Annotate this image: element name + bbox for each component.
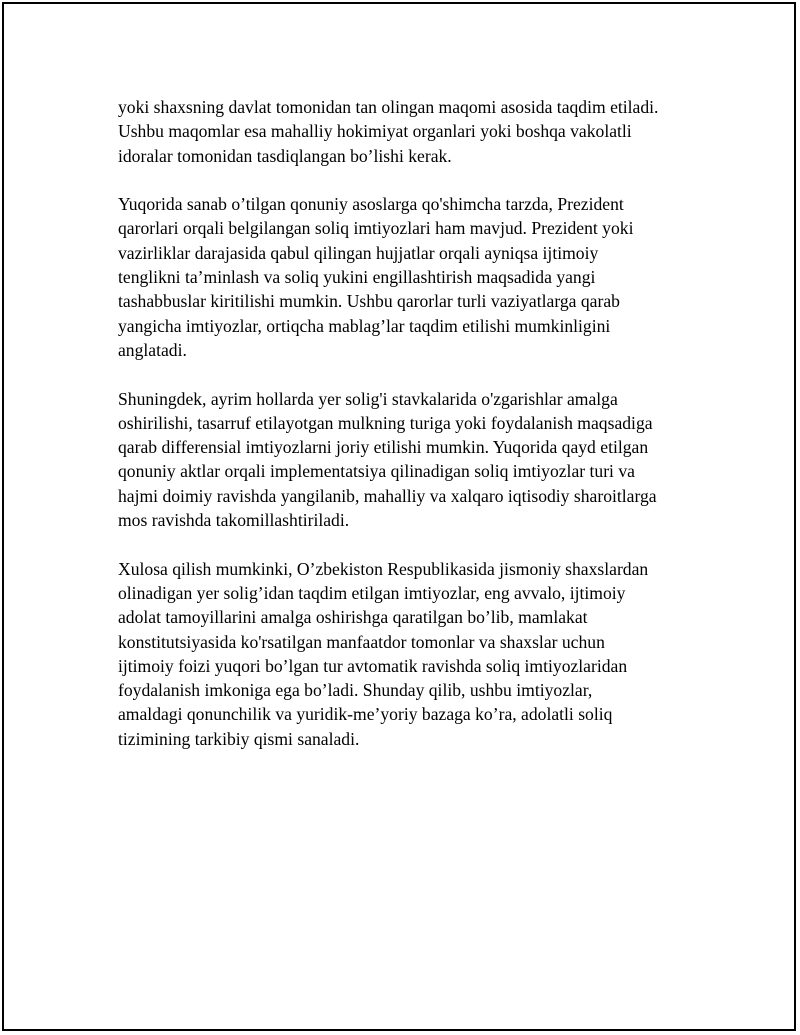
document-body [118, 95, 698, 775]
paragraph-2 [118, 192, 698, 362]
text-line: vazirliklar darajasida qabul qilingan hujjatlar orqali ayniqsa ijtimoiy [118, 242, 599, 263]
text-line: oshirilishi, tasarruf etilayotgan mulkning turiga yoki foydalanish maqsadiga [118, 412, 653, 433]
text-line: qarorlari orqali belgilangan soliq imtiyozlari ham mavjud. Prezident yoki [118, 218, 634, 239]
text-line: foydalanish imkoniga ega bo’ladi. Shunday qilib, ushbu imtiyozlar, [118, 680, 593, 701]
text-line: Shuningdek, ayrim hollarda yer solig'i stavkalarida o'zgarishlar amalga [118, 388, 618, 409]
text-line: yoki shaxsning davlat tomonidan tan olingan maqomi asosida taqdim etiladi. [118, 97, 659, 117]
paragraph-1 [118, 95, 698, 168]
text-line: tizimining tarkibiy qismi sanaladi. [118, 728, 360, 749]
text-line: anglatadi. [118, 339, 187, 360]
text-line: amaldagi qonunchilik va yuridik-me’yoriy bazaga ko’ra, adolatli soliq [118, 704, 613, 725]
paragraph-3 [118, 387, 698, 533]
text-line: konstitutsiyasida ko'rsatilgan manfaatdor tomonlar va shaxslar uchun [118, 631, 605, 652]
text-line: ijtimoiy foizi yuqori bo’lgan tur avtomatik ravishda soliq imtiyozlaridan [118, 655, 628, 676]
paragraph-4 [118, 557, 698, 751]
text-line: tashabbuslar kiritilishi mumkin. Ushbu qarorlar turli vaziyatlarga qarab [118, 291, 620, 312]
text-line: tenglikni ta’minlash va soliq yukini engillashtirish maqsadida yangi [118, 267, 596, 288]
text-line: hajmi doimiy ravishda yangilanib, mahalliy va xalqaro iqtisodiy sharoitlarga [118, 485, 657, 506]
text-line: Ushbu maqomlar esa mahalliy hokimiyat organlari yoki boshqa vakolatli [118, 121, 632, 142]
text-line: yangicha imtiyozlar, ortiqcha mablag’lar taqdim etilishi mumkinligini [118, 315, 611, 336]
text-line: adolat tamoyillarini amalga oshirishga qaratilgan bo’lib, mamlakat [118, 607, 588, 628]
text-line: mos ravishda takomillashtiriladi. [118, 510, 350, 531]
text-line: qarab differensial imtiyozlarni joriy etilishi mumkin. Yuqorida qayd etilgan [118, 437, 649, 458]
text-line: Yuqorida sanab o’tilgan qonuniy asoslarga qo'shimcha tarzda, Prezident [118, 194, 624, 215]
text-line: qonuniy aktlar orqali implementatsiya qilinadigan soliq imtiyozlar turi va [118, 461, 635, 482]
text-line: olinadigan yer solig’idan taqdim etilgan imtiyozlar, eng avvalo, ijtimoiy [118, 582, 626, 603]
text-line: Xulosa qilish mumkinki, O’zbekiston Respublikasida jismoniy shaxslardan [118, 558, 649, 579]
text-line: idoralar tomonidan tasdiqlangan bo’lishi kerak. [118, 145, 452, 166]
